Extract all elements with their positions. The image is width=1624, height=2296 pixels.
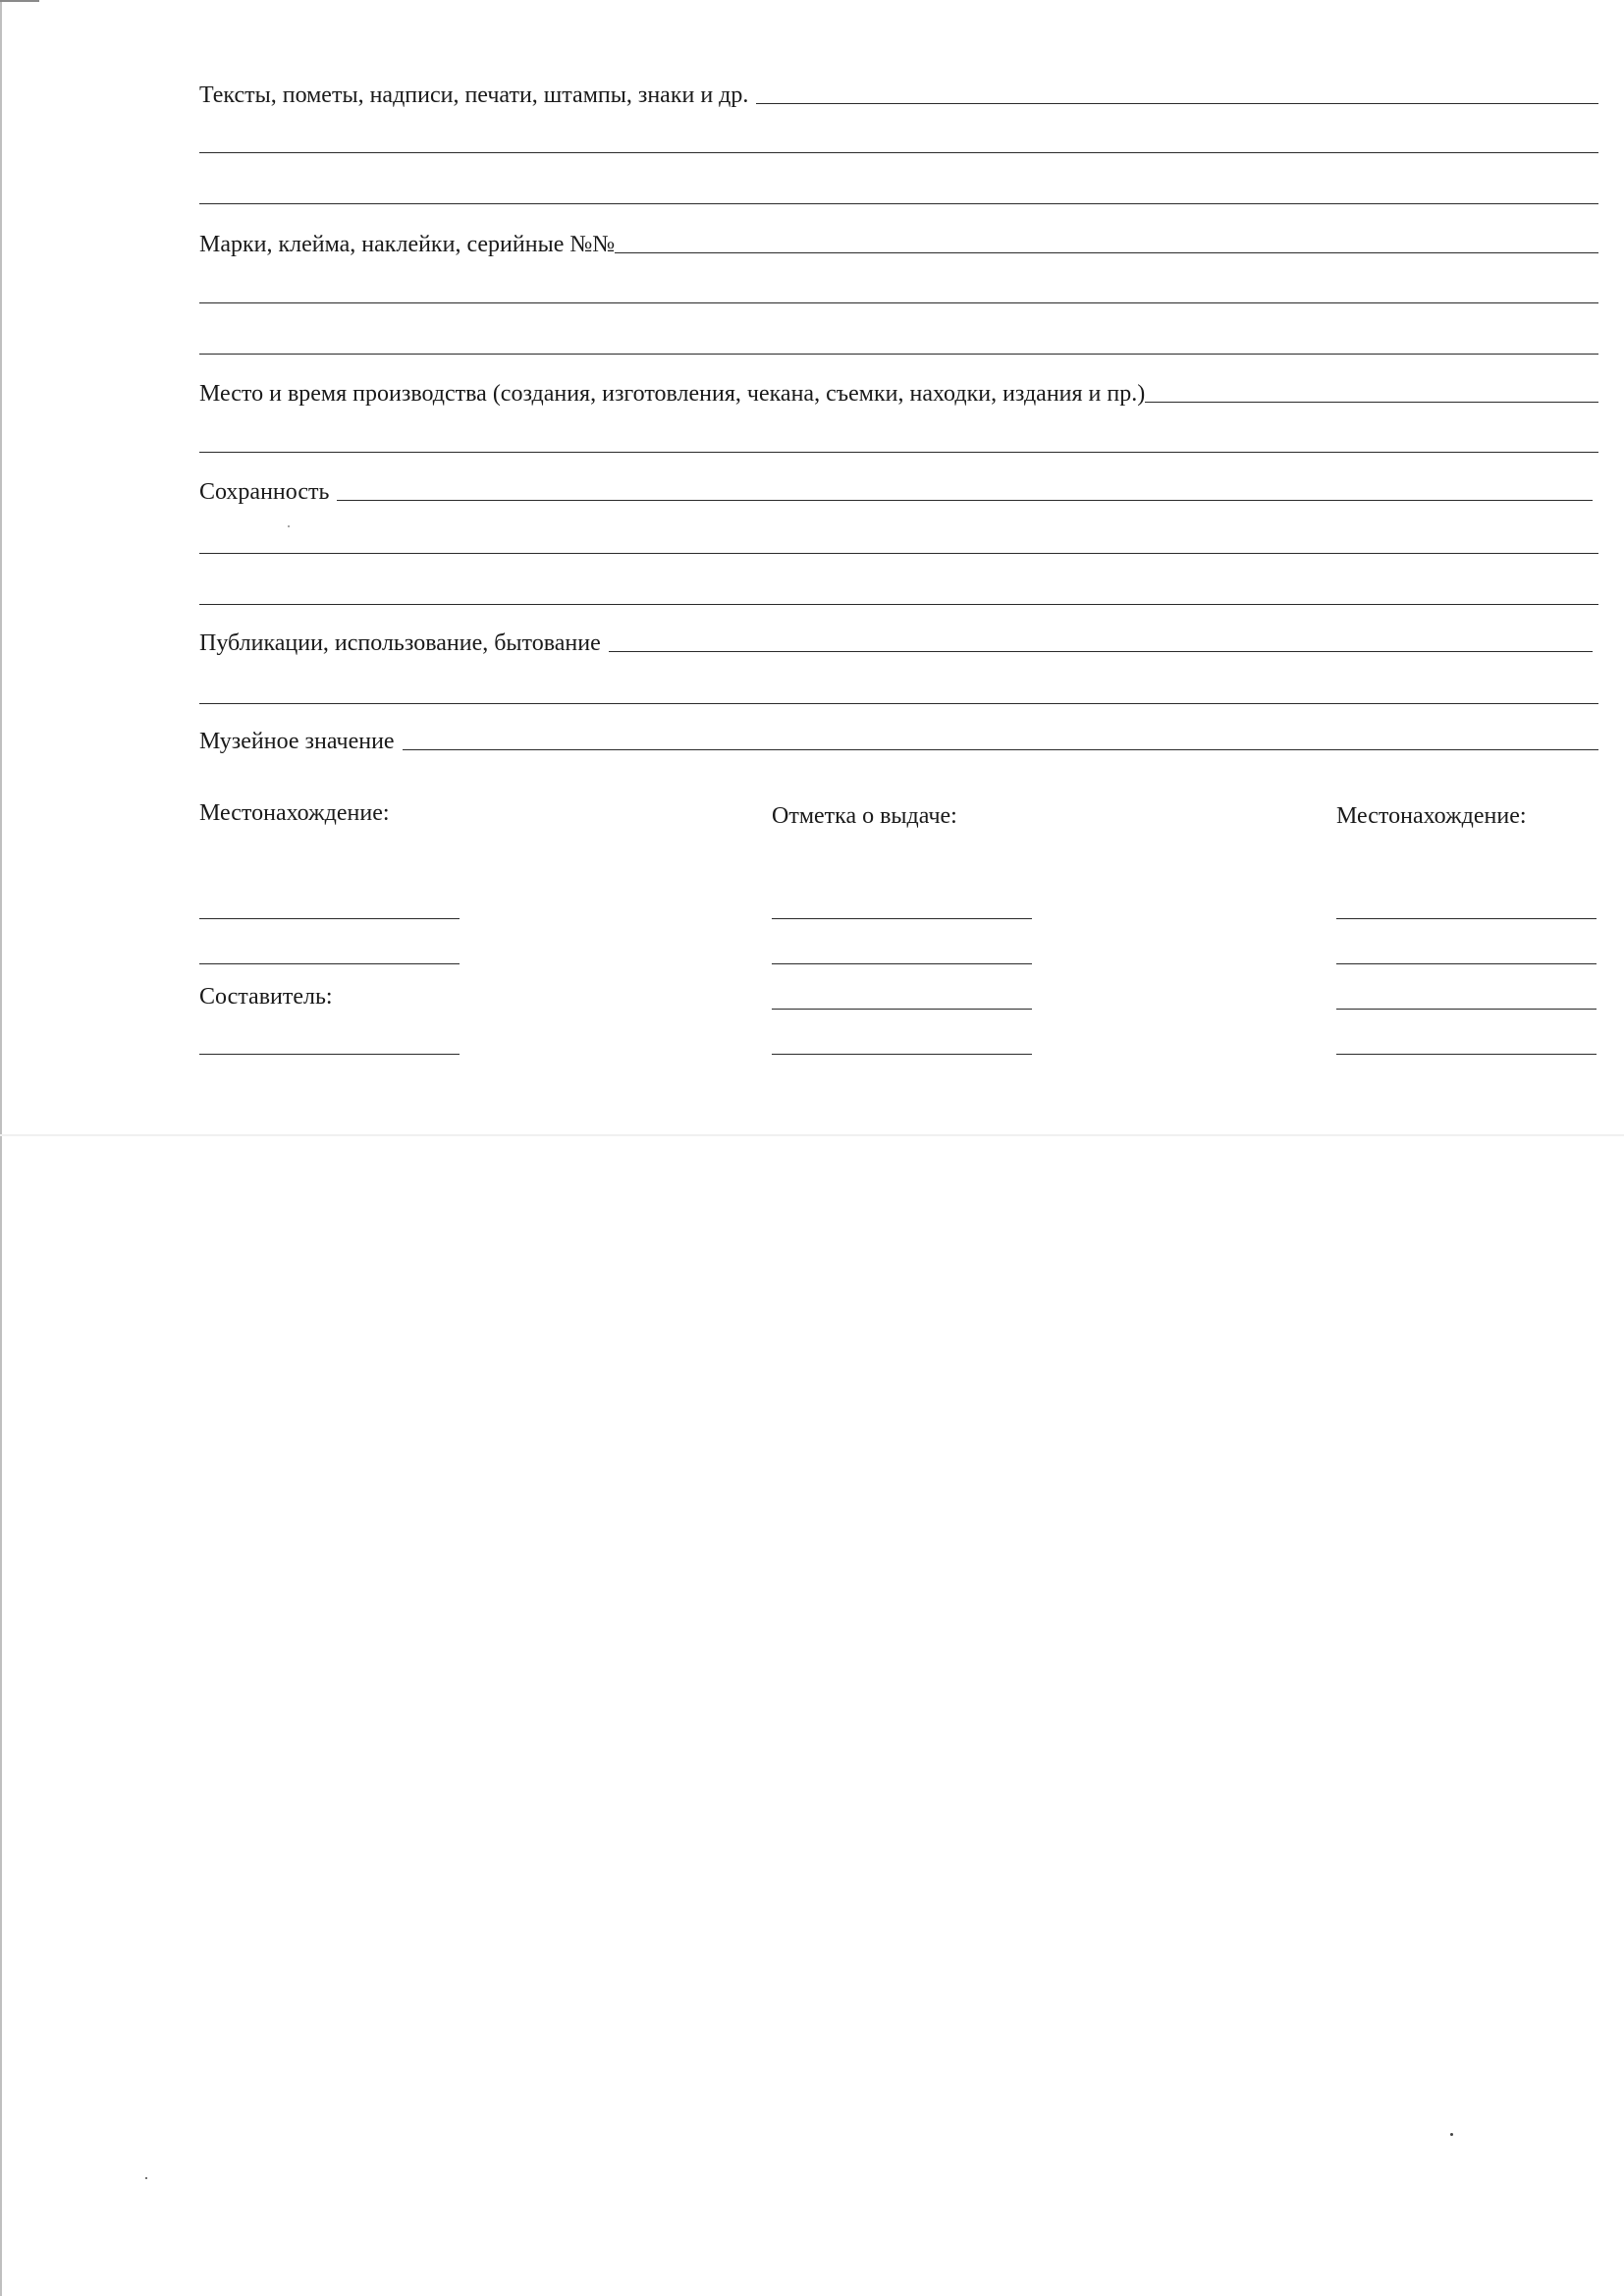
issue-mark-line-3[interactable] <box>772 1009 1032 1010</box>
scan-speck <box>288 525 290 527</box>
museum-value-label: Музейное значение <box>199 729 395 754</box>
location-left-label: Местонахождение: <box>199 800 390 826</box>
compiler-line[interactable] <box>199 1054 460 1055</box>
texts-input-line-2[interactable] <box>199 152 1598 153</box>
scan-fold-line <box>0 1134 1624 1136</box>
issue-mark-line-2[interactable] <box>772 963 1032 964</box>
issue-mark-line-1[interactable] <box>772 918 1032 919</box>
publications-label: Публикации, использование, бытование <box>199 630 601 656</box>
place-time-label: Место и время производства (создания, изготовления, чекана, съемки, находки, издания и пр.) <box>199 381 1146 407</box>
place-time-input-line[interactable] <box>1145 402 1598 403</box>
museum-value-field-row <box>199 725 1598 754</box>
issue-mark-line-4[interactable] <box>772 1054 1032 1055</box>
scan-edge-top <box>0 0 39 2</box>
location-right-line-3[interactable] <box>1336 1009 1597 1010</box>
marks-input-line[interactable] <box>615 252 1598 253</box>
condition-input-line-3[interactable] <box>199 604 1598 605</box>
location-right-line-2[interactable] <box>1336 963 1597 964</box>
publications-input-line-2[interactable] <box>199 703 1598 704</box>
scan-speck <box>1450 2133 1453 2136</box>
texts-label: Тексты, пометы, надписи, печати, штампы, знаки и др. <box>199 82 749 108</box>
compiler-label: Составитель: <box>199 984 333 1010</box>
location-right-line-4[interactable] <box>1336 1054 1597 1055</box>
condition-field-row <box>199 475 1598 505</box>
location-right-label: Местонахождение: <box>1336 803 1527 829</box>
location-left-line-2[interactable] <box>199 963 460 964</box>
texts-field-row <box>199 79 1598 108</box>
publications-input-line[interactable] <box>609 651 1593 652</box>
place-time-field-row <box>199 377 1598 407</box>
condition-input-line-2[interactable] <box>199 553 1598 554</box>
location-left-line-1[interactable] <box>199 918 460 919</box>
condition-input-line[interactable] <box>337 500 1593 501</box>
marks-field-row <box>199 228 1598 257</box>
museum-value-input-line[interactable] <box>403 749 1598 750</box>
texts-input-line[interactable] <box>756 103 1598 104</box>
location-right-line-1[interactable] <box>1336 918 1597 919</box>
marks-input-line-2[interactable] <box>199 302 1598 303</box>
marks-label: Марки, клейма, наклейки, серийные №№ <box>199 232 616 257</box>
scan-speck <box>145 2177 147 2179</box>
marks-input-line-3[interactable] <box>199 354 1598 355</box>
issue-mark-label: Отметка о выдаче: <box>772 803 957 829</box>
place-time-input-line-2[interactable] <box>199 452 1598 453</box>
publications-field-row <box>199 627 1598 656</box>
texts-input-line-3[interactable] <box>199 203 1598 204</box>
scan-edge <box>0 0 2 2296</box>
condition-label: Сохранность <box>199 479 330 505</box>
